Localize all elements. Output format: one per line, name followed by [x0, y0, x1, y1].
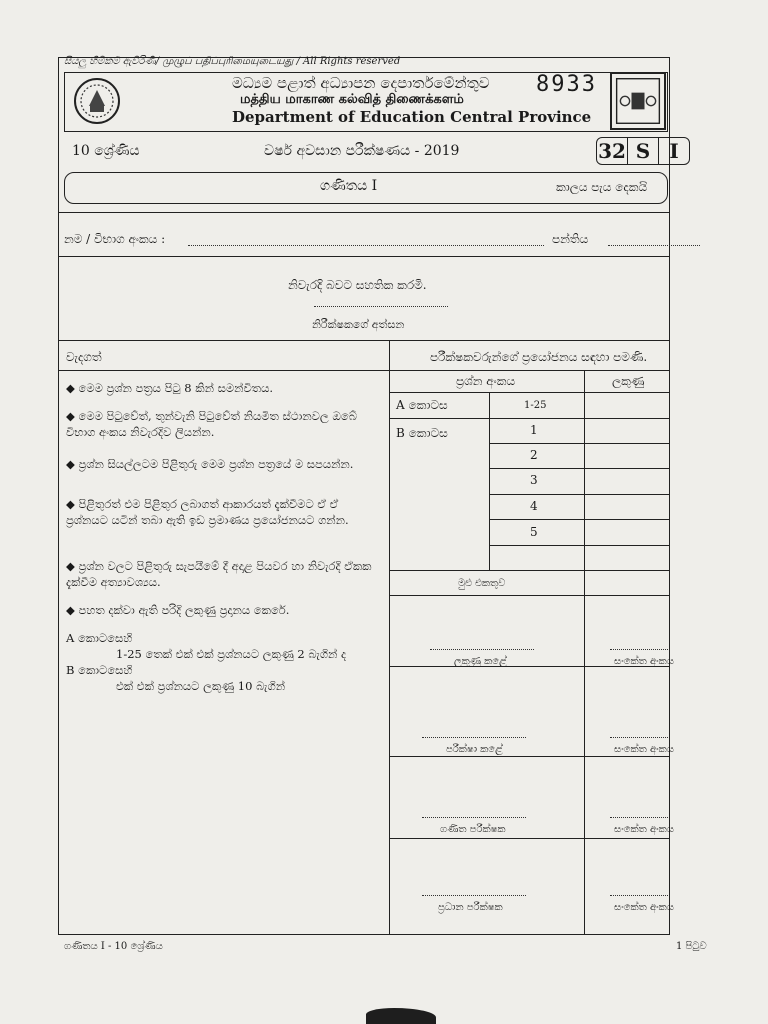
code-number-field[interactable]: [610, 894, 668, 896]
rights-notice: සියලු හිමිකම් ඇවිරිණි/ முழுப் பதிப்புரிமையுடையது / All Rights reserved: [64, 56, 401, 67]
code-number-label: සංකේත අංකය: [614, 902, 674, 913]
row-divider: [389, 392, 670, 393]
row-divider: [489, 519, 670, 520]
examiner-table-heading: පරීක්ෂකවරුන්ගේ ප්‍රයෝජනය සඳහා පමණි.: [430, 350, 648, 364]
supervisor-signature-label: නිරීක්ෂකගේ අත්සන: [312, 318, 405, 331]
row-divider: [389, 570, 670, 571]
org-name-tamil: மத்திய மாகாண கல்வித் திணைக்களம்: [240, 92, 464, 107]
class-field[interactable]: [608, 232, 700, 246]
question-number: 3: [530, 473, 538, 487]
row-divider: [489, 494, 670, 495]
scan-artifact: [366, 1008, 436, 1024]
crest-emblem-icon: [72, 76, 122, 126]
code-number-label: සංකේත අංකය: [614, 824, 674, 835]
stamp-seal-icon: [610, 72, 666, 130]
supervisor-signature-field[interactable]: [314, 306, 448, 307]
divider: [58, 340, 670, 341]
subject-title: ගණිතය I: [320, 178, 378, 194]
instruction-bullet: ◆ ප්‍රශ්න සියල්ලටම පිළිතුරු මෙම ප්‍රශ්න පත්‍රයේ ම සපයන්න.: [66, 457, 354, 471]
duration-label: කාලය පැය දෙකයි: [556, 180, 648, 194]
row-divider: [489, 443, 670, 444]
exam-title: වර්ෂ අවසාන පරීක්ෂණය - 2019: [264, 143, 460, 159]
question-number: 5: [530, 525, 538, 539]
question-number: 2: [530, 448, 538, 462]
org-name-english: Department of Education Central Province: [232, 108, 592, 126]
divider: [58, 370, 670, 371]
instruction-bullet: ◆ මෙම පිටුවේත්, තුන්වැනි පිටුවේත් නියමිත ස්ථානවල ඔබේ විභාග අංකය නිවැරදිව ලියන්න.: [66, 409, 357, 439]
maths-examiner-field[interactable]: [422, 816, 526, 818]
name-field[interactable]: [188, 232, 544, 246]
serial-number: 8933: [536, 72, 597, 97]
instruction-bullet: ◆ මෙම ප්‍රශ්න පත්‍රය පිටු 8 කින් සමන්විතය.: [66, 381, 273, 395]
column-divider: [389, 340, 390, 935]
column-divider: [584, 595, 585, 935]
question-number: 4: [530, 499, 538, 513]
paper-code-language: S: [628, 138, 659, 164]
checked-by-field[interactable]: [422, 736, 526, 738]
row-divider: [389, 418, 670, 419]
paper-code-box: [596, 137, 690, 165]
instructions-heading: වැදගත්: [66, 350, 102, 364]
code-number-label: සංකේත අංකය: [614, 656, 674, 667]
marked-by-field[interactable]: [430, 648, 534, 650]
chief-examiner-label: ප්‍රධාන පරීක්ෂක: [438, 902, 503, 913]
part-a-row-label: A කොටස: [396, 398, 448, 412]
code-number-field[interactable]: [610, 648, 668, 650]
instruction-bullet: ◆ පිළිතුරත් එම පිළිතුර ලබාගත් ආකාරයත් දැක්වීමට ඒ ඒ ප්‍රශ්නයට යටින් තබා ඇති ඉඩ ප්‍රමාණය ප්‍රයෝජනයට ගන්න.: [66, 497, 349, 527]
chief-examiner-field[interactable]: [422, 894, 526, 896]
name-label: නම / විභාග අංකය :: [64, 232, 166, 246]
part-b-row-label: B කොටස: [396, 426, 448, 440]
row-divider: [389, 666, 670, 667]
col-marks-header: ලකුණු: [612, 374, 645, 388]
checked-by-label: පරීක්ෂා කළේ: [446, 744, 503, 755]
row-divider: [389, 838, 670, 839]
column-divider: [584, 370, 585, 595]
row-divider: [389, 595, 670, 596]
total-label: මුළු එකතුව: [458, 578, 506, 589]
instruction-bullet: ◆ පහත දක්වා ඇති පරිදි ලකුණු ප්‍රදානය කෙරේ.: [66, 603, 290, 617]
maths-examiner-label: ගණිත පරීක්ෂක: [440, 824, 506, 835]
divider: [58, 256, 670, 257]
instruction-bullet: ◆ ප්‍රශ්න වලට පිළිතුරු සැපයීමේ දී අදාළ පියවර හා නිවැරදි ඒකක දැක්වීම අත්‍යාවශ්‍යය.: [66, 559, 372, 589]
divider: [58, 212, 670, 213]
part-a-label: A කොටසෙහි: [66, 631, 133, 645]
code-number-field[interactable]: [610, 736, 668, 738]
row-divider: [489, 468, 670, 469]
org-name-sinhala: මධ්‍යම පළාත් අධ්‍යාපන දෙපාර්තමේන්තුව: [232, 74, 490, 92]
code-number-field[interactable]: [610, 816, 668, 818]
class-label: පන්තිය: [552, 232, 589, 246]
paper-code-number: 32: [597, 138, 628, 164]
grade-label: 10 ශ්‍රේණිය: [72, 143, 140, 159]
question-number: 1: [530, 423, 538, 437]
col-question-header: ප්‍රශ්න අංකය: [456, 374, 516, 388]
paper-code-part: I: [669, 139, 679, 163]
marked-by-label: ලකුණු කළේ: [454, 656, 507, 667]
footer-subject: ගණිතය I - 10 ශ්‍රේණිය: [64, 941, 163, 952]
certification-statement: නිවැරදි බවට සහතික කරමි.: [288, 278, 427, 292]
row-divider: [489, 545, 670, 546]
part-a-range: 1-25: [524, 400, 547, 411]
part-a-marks: 1-25 තෙක් එක් එක් ප්‍රශ්නයට ලකුණු 2 බැගින් ද: [116, 647, 347, 661]
footer-page-number: 1 පිටුව: [676, 941, 707, 952]
row-divider: [389, 756, 670, 757]
part-b-label: B කොටසෙහි: [66, 663, 133, 677]
code-number-label: සංකේත අංකය: [614, 744, 674, 755]
part-b-marks: එක් එක් ප්‍රශ්නයට ලකුණු 10 බැගින්: [116, 679, 286, 693]
